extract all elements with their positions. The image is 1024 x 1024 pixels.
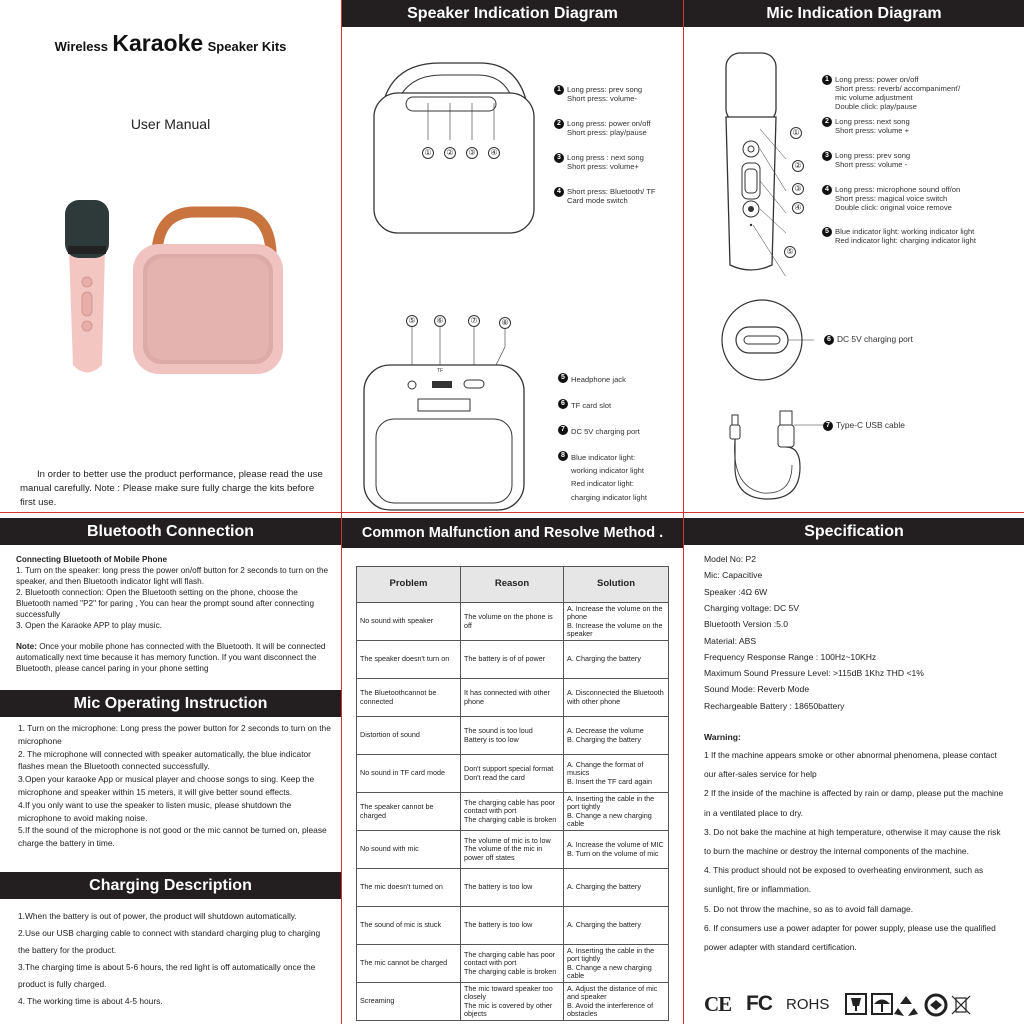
warning-1: 1 If the machine appears smoke or other abnormal phenomena, please contact our after-sales service for help	[704, 750, 997, 780]
solution-cell: A. Increase the volume of MIC B. Turn on the volume of mic	[564, 831, 669, 869]
mic-callout-1: ①	[790, 127, 802, 139]
speaker-button-label-num: 4	[554, 187, 564, 197]
solution-cell: A. Inserting the cable in the port tightly B. Change a new charging cable	[564, 945, 669, 983]
usb-cable-num: 7	[823, 421, 833, 431]
problem-cell: The speaker cannot be charged	[357, 793, 461, 831]
speaker-button-label-4	[554, 187, 656, 205]
speaker-callout-5: ⑤	[406, 315, 418, 327]
table-row	[357, 603, 669, 641]
speaker-diagram-header: Speaker Indication Diagram	[342, 0, 683, 27]
bluetooth-title: Connecting Bluetooth of Mobile Phone	[16, 555, 167, 564]
problem-cell: The sound of mic is stuck	[357, 907, 461, 945]
mic-button-label-text: Long press: microphone sound off/on Short press: magical voice switch Double click: original voice remove	[835, 185, 961, 212]
reason-cell: The volume on the phone is off	[461, 603, 564, 641]
speaker-top-drawing	[370, 45, 540, 245]
speaker-port-label-text: DC 5V charging port	[571, 427, 640, 436]
problem-cell: Screaming	[357, 983, 461, 1021]
usb-cable-drawing	[718, 407, 828, 507]
certification-row	[704, 990, 1004, 1020]
bluetooth-section	[16, 554, 334, 674]
mic-port-label	[824, 335, 913, 345]
speaker-port-label-3	[558, 425, 640, 438]
col-problem: Problem	[357, 567, 461, 603]
speaker-button-label-text: Short press: Bluetooth/ TF Card mode switch	[567, 187, 656, 205]
recycle-icons	[844, 992, 974, 1018]
malfunction-table	[356, 566, 669, 1021]
mic-button-label-text: Long press: next song Short press: volume +	[835, 117, 910, 135]
mic-button-label-text: Long press: prev song Short press: volume -	[835, 151, 911, 169]
col-solution: Solution	[564, 567, 669, 603]
spec-line: Material: ABS	[704, 635, 757, 646]
mic-button-label-1	[822, 75, 960, 111]
mic-diagram-header: Mic Indication Diagram	[684, 0, 1024, 27]
mic-button-label-4	[822, 185, 960, 212]
mic-step-2: 2. The microphone will connected with speaker automatically, the blue indicator flashes mean the Bluetooth connected successfully.	[18, 748, 311, 772]
charging-section	[18, 908, 334, 1010]
title-main: Karaoke	[112, 30, 204, 56]
charging-step-1: 1.When the battery is out of power, the product will shutdown automatically.	[18, 911, 297, 921]
table-row	[357, 831, 669, 869]
problem-cell: The speaker doesn't turn on	[357, 641, 461, 679]
mic-step-5: 5.If the sound of the microphone is not good or the mic cannot be turned on, please charge the battery in time.	[18, 825, 327, 849]
bluetooth-header: Bluetooth Connection	[0, 518, 341, 545]
speaker-port-label-num: 7	[558, 425, 568, 435]
solution-cell: A. Charging the battery	[564, 907, 669, 945]
solution-cell: A. Decrease the volume B. Charging the battery	[564, 717, 669, 755]
bluetooth-note-label: Note:	[16, 642, 37, 651]
warning-6: 6. If consumers use a power adapter for power supply, please use the qualified power adapter with standard certification.	[704, 922, 996, 953]
spec-line: Sound Mode: Reverb Mode	[704, 684, 810, 695]
warning-4: 4. This product should not be exposed to overheating environment, such as sunlight, fire or inflammation.	[704, 865, 984, 895]
title-pre: Wireless	[54, 39, 108, 54]
speaker-port-label-text: Blue indicator light: working indicator light Red indicator light: charging indicator light	[571, 453, 647, 502]
reason-cell: The battery is too low	[461, 869, 564, 907]
mic-instruction-section	[18, 722, 334, 850]
table-row	[357, 983, 669, 1021]
mic-callout-3: ③	[792, 183, 804, 195]
mic-button-label-num: 3	[822, 151, 832, 161]
mic-button-label-3	[822, 151, 910, 169]
speaker-button-label-text: Long press : next song Short press: volume+	[567, 153, 644, 171]
speaker-button-label-num: 2	[554, 119, 564, 129]
warning-3: 3. Do not bake the machine at high temperature, otherwise it may cause the risk to burn the machine or destroy the internal components of the machine.	[704, 826, 1001, 857]
mic-instruction-header: Mic Operating Instruction	[0, 690, 341, 717]
mic-button-label-5	[822, 227, 976, 245]
reason-cell: The sound is too loud Battery is too low	[461, 717, 564, 755]
table-row	[357, 641, 669, 679]
mic-button-label-text: Long press: power on/off Short press: reverb/ accompanimenť/ mic volume adjustment Double click: play/pause	[835, 75, 961, 111]
malfunction-header: Common Malfunction and Resolve Method .	[342, 518, 683, 548]
solution-cell: A. Adjust the distance of mic and speaker B. Avoid the interference of obstacles	[564, 983, 669, 1021]
mic-diagram-panel	[684, 27, 1024, 512]
mic-button-label-2	[822, 117, 910, 135]
table-row	[357, 679, 669, 717]
speaker-button-label-num: 3	[554, 153, 564, 163]
tf-slot-label: TF	[437, 368, 444, 374]
reason-cell: The charging cable has poor contact with port The charging cable is broken	[461, 793, 564, 831]
charging-step-3: 3.The charging time is about 5-6 hours, the red light is off automatically once the product is fully charged.	[18, 962, 316, 989]
problem-cell: The mic doesn't turned on	[357, 869, 461, 907]
charging-step-2: 2.Use our USB charging cable to connect with standard charging plug to charging the battery for the product.	[18, 928, 321, 955]
mic-callout-5: ⑤	[784, 246, 796, 258]
cover-panel	[0, 0, 341, 512]
divider-h	[0, 512, 1024, 513]
speaker-port-label-text: Headphone jack	[571, 375, 626, 384]
solution-cell: A. Charging the battery	[564, 641, 669, 679]
mic-port-text: DC 5V charging port	[837, 334, 913, 344]
cover-title	[0, 30, 341, 57]
solution-cell: A. Increase the volume on the phone B. Increase the volume on the speaker	[564, 603, 669, 641]
spec-line: Speaker :4Ω 6W	[704, 586, 768, 597]
bluetooth-step-3: 3. Open the Karaoke APP to play music.	[16, 621, 162, 630]
solution-cell: A. Inserting the cable in the port tightly B. Change a new charging cable	[564, 793, 669, 831]
spec-line: Charging voltage: DC 5V	[704, 602, 800, 613]
reason-cell: The battery is too low	[461, 907, 564, 945]
col-reason: Reason	[461, 567, 564, 603]
cover-subtitle: User Manual	[130, 116, 211, 132]
problem-cell: Distortion of sound	[357, 717, 461, 755]
speaker-port-label-1	[558, 373, 626, 386]
fc-mark: FC	[746, 992, 772, 1015]
cover-note: In order to better use the product performance, please read the use manual carefully. Note : Please make sure fully charge the kits before first use.	[20, 469, 323, 508]
spec-line: Model No: P2	[704, 554, 757, 564]
mic-step-1: 1. Turn on the microphone: Long press the power button for 2 seconds to turn on the microphone	[18, 723, 331, 746]
product-illustration	[55, 190, 290, 390]
mic-port-drawing	[714, 295, 814, 385]
problem-cell: No sound in TF card mode	[357, 755, 461, 793]
reason-cell: The charging cable has poor contact with port The charging cable is broken	[461, 945, 564, 983]
speaker-button-label-text: Long press: power on/off Short press: play/pause	[567, 119, 651, 137]
mic-button-label-num: 5	[822, 227, 832, 237]
solution-cell: A. Disconnected the Bluetooth with other phone	[564, 679, 669, 717]
mic-step-4: 4.If you only want to use the speaker to listen music, please shutdown the microphone to avoid making noise.	[18, 799, 292, 823]
speaker-diagram-panel	[342, 27, 683, 512]
table-row	[357, 717, 669, 755]
speaker-port-label-text: TF card slot	[571, 401, 612, 410]
speaker-callout-2: ②	[444, 147, 456, 159]
problem-cell: The mic cannot be charged	[357, 945, 461, 983]
problem-cell: No sound with mic	[357, 831, 461, 869]
speaker-port-label-4	[558, 451, 647, 504]
mic-button-label-text: Blue indicator light: working indicator light Red indicator light: charging indicator light	[835, 227, 976, 245]
speaker-port-label-2	[558, 399, 611, 412]
speaker-button-label-1	[554, 85, 642, 103]
table-row	[357, 945, 669, 983]
table-row	[357, 907, 669, 945]
ce-mark: CE	[704, 992, 732, 1016]
charging-step-4: 4. The working time is about 4-5 hours.	[18, 996, 163, 1006]
mic-callout-2: ②	[792, 160, 804, 172]
solution-cell: A. Change the format of musics B. Insert the TF card again	[564, 755, 669, 793]
warning-title: Warning:	[704, 732, 741, 742]
table-row	[357, 793, 669, 831]
speaker-button-label-num: 1	[554, 85, 564, 95]
speaker-callout-8: ⑧	[499, 317, 511, 329]
spec-line: Frequency Response Range : 100Hz~10KHz	[704, 651, 877, 662]
usb-cable-label	[823, 421, 905, 431]
charging-header: Charging Description	[0, 872, 341, 899]
speaker-callout-3: ③	[466, 147, 478, 159]
speaker-button-label-3	[554, 153, 644, 171]
speaker-button-label-2	[554, 119, 650, 137]
speaker-callout-4: ④	[488, 147, 500, 159]
reason-cell: The volume of mic is to low The volume of the mic in power off states	[461, 831, 564, 869]
speaker-callout-7: ⑦	[468, 315, 480, 327]
speaker-port-label-num: 6	[558, 399, 568, 409]
reason-cell: It has connected with other phone	[461, 679, 564, 717]
speaker-port-label-num: 5	[558, 373, 568, 383]
solution-cell: A. Charging the battery	[564, 869, 669, 907]
mic-button-label-num: 1	[822, 75, 832, 85]
warning-2: 2 If the inside of the machine is affected by rain or damp, please put the machine in a ventilated place to dry.	[704, 788, 1004, 818]
problem-cell: No sound with speaker	[357, 603, 461, 641]
bluetooth-step-2: 2. Bluetooth connection: Open the Bluetooth setting on the phone, choose the Bluetooth named "P2" for paring , You can hear the prompt sound after connecting successfully	[16, 588, 315, 619]
speaker-button-label-text: Long press: prev song Short press: volume-	[567, 85, 643, 103]
malfunction-header-row	[357, 567, 669, 603]
spec-line: Mic: Capacitive	[704, 570, 763, 581]
reason-cell: The mic toward speaker too closely The mic is covered by other objects	[461, 983, 564, 1021]
warning-list	[704, 746, 1009, 957]
bluetooth-note	[16, 641, 334, 674]
speaker-callout-6: ⑥	[434, 315, 446, 327]
table-row	[357, 755, 669, 793]
spec-line: Rechargeable Battery : 18650battery	[704, 700, 845, 711]
warning-5: 5. Do not throw the machine, so as to avoid fall damage.	[704, 903, 914, 914]
mic-step-3: 3.Open your karaoke App or musical player and choose songs to sing. Keep the microphone and speaker within 15 meters, it will give better sound effects.	[18, 774, 315, 797]
table-row	[357, 869, 669, 907]
mic-button-label-num: 4	[822, 185, 832, 195]
bluetooth-note-text: Once your mobile phone has connected with the Bluetooth. It will be connected automatically next time because it has memory function. If you want disconnect the Bluetooth, please cancel paring in your phone setting	[16, 642, 326, 673]
speaker-callout-1: ①	[422, 147, 434, 159]
rohs-mark: ROHS	[786, 996, 830, 1013]
mic-button-label-num: 2	[822, 117, 832, 127]
specification-header: Specification	[684, 518, 1024, 545]
speaker-port-label-num: 8	[558, 451, 568, 461]
reason-cell: The battery is of of power	[461, 641, 564, 679]
mic-callout-4: ④	[792, 202, 804, 214]
problem-cell: The Bluetoothcannot be connected	[357, 679, 461, 717]
spec-line: Maximum Sound Pressure Level: >115dB 1Khz THD <1%	[704, 668, 924, 679]
speaker-back-drawing	[360, 327, 530, 512]
usb-cable-text: Type-C USB cable	[836, 420, 905, 430]
title-post: Speaker Kits	[207, 39, 287, 54]
mic-drawing	[720, 51, 800, 276]
mic-port-num: 6	[824, 335, 834, 345]
reason-cell: Don't support special format Don't read the card	[461, 755, 564, 793]
spec-line: Bluetooth Version :5.0	[704, 619, 789, 630]
bluetooth-step-1: 1. Turn on the speaker: long press the power on/off button for 2 seconds to turn on the speaker, and then Bluetooth indicator light will flash.	[16, 566, 329, 586]
